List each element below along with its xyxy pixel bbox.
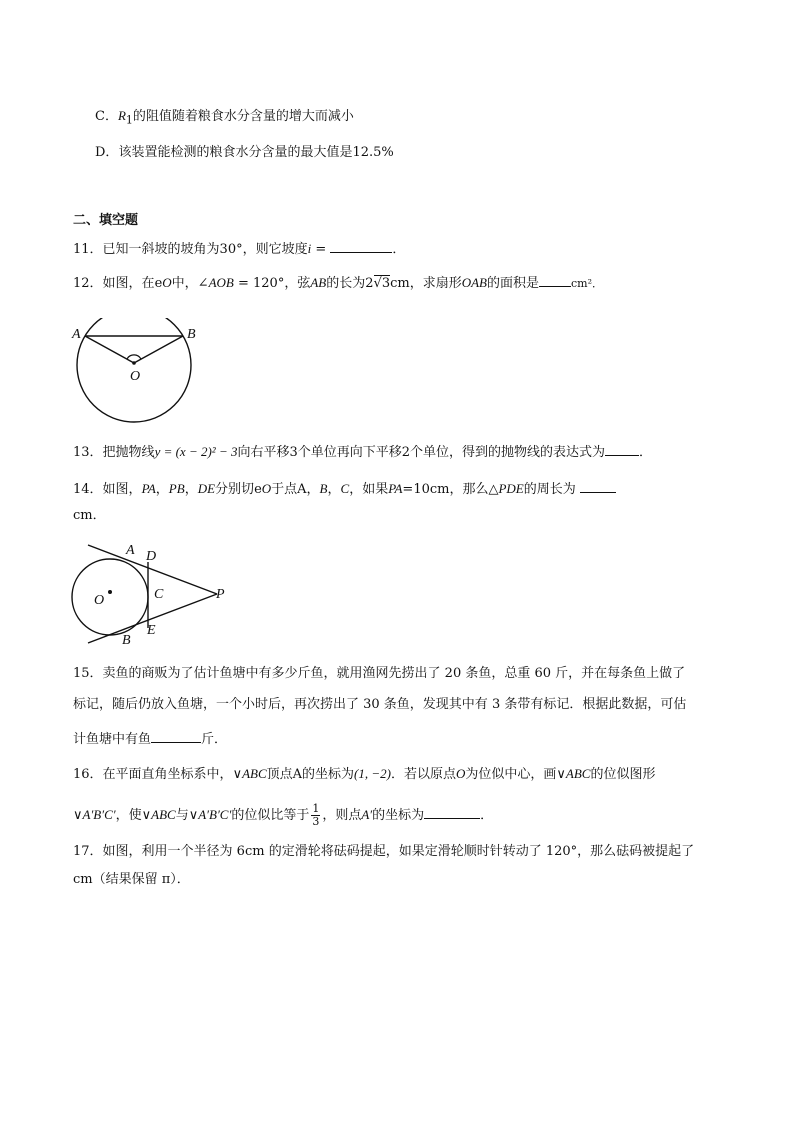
question-13: 13．把抛物线y = (x − 2)² − 3向右平移3个单位再向下平移2个单位，得到的抛物线的表达式为 ． [73,441,652,463]
fraction: $\frac{1}{3}$ [312,802,320,828]
label-b: B [122,633,131,648]
question-16: 16．在平面直角坐标系中，∨ABC顶点A的坐标为(1, −2)．若以原点O为位似中心，画∨ABC的位似图形 [73,766,656,782]
answer-blank [605,441,639,456]
answer-blank [424,804,480,819]
question-17-line2: cm（结果保留 π）． [73,872,190,887]
option-d: D．该装置能检测的粮食水分含量的最大值是12.5% [95,145,394,160]
figure-12-circle-sector [70,318,210,428]
label-c: C [154,587,164,602]
question-14-cont: cm． [73,508,106,523]
answer-blank [580,478,616,493]
question-15-line3: 计鱼塘中有鱼 斤． [73,728,227,750]
answer-blank [539,272,571,287]
label-p: P [216,587,225,602]
label-o: O [130,369,141,384]
label-b: B [187,327,196,342]
figure-14-tangents [70,540,235,650]
question-12: 12．如图，在eO中，∠AOB = 120°，弦AB的长为2√3cm，求扇形OAB的面积是 cm²． [73,272,603,294]
label-d: D [146,549,157,564]
question-15: 15．卖鱼的商贩为了估计鱼塘中有多少斤鱼，就用渔网先捞出了 20 条鱼，总重 60 斤，并在每条鱼上做了 [73,666,686,681]
question-17: 17．如图，利用一个半径为 6cm 的定滑轮将砝码提起，如果定滑轮顺时针转动了 120°，那么砝码被提起了 [73,844,695,859]
answer-blank [330,238,392,253]
label-a: A [126,543,135,558]
section-title: 二、填空题 [73,213,139,228]
question-16-line2: ∨A′B′C′，使∨ABC与∨A′B′C′的位似比等于 $\frac{1}{3}$ ，则点A′的坐标为 ． [73,802,494,828]
question-11: 11．已知一斜坡的坡角为30°，则它坡度i = ． [73,238,405,260]
label-e: E [147,623,156,638]
label-o: O [94,593,105,608]
option-c: C．$R_1$的阻值随着粮食水分含量的增大而减小 [95,108,354,127]
question-15-line2: 标记，随后仍放入鱼塘，一个小时后，再次捞出了 30 条鱼，发现其中有 3 条带有标记．根据此数据，可估 [73,697,687,712]
question-14: 14．如图，PA，PB，DE分别切eO于点A，B，C，如果PA=10cm，那么△PDE的周长为 [73,478,616,500]
answer-blank [151,728,201,743]
label-a: A [72,327,81,342]
